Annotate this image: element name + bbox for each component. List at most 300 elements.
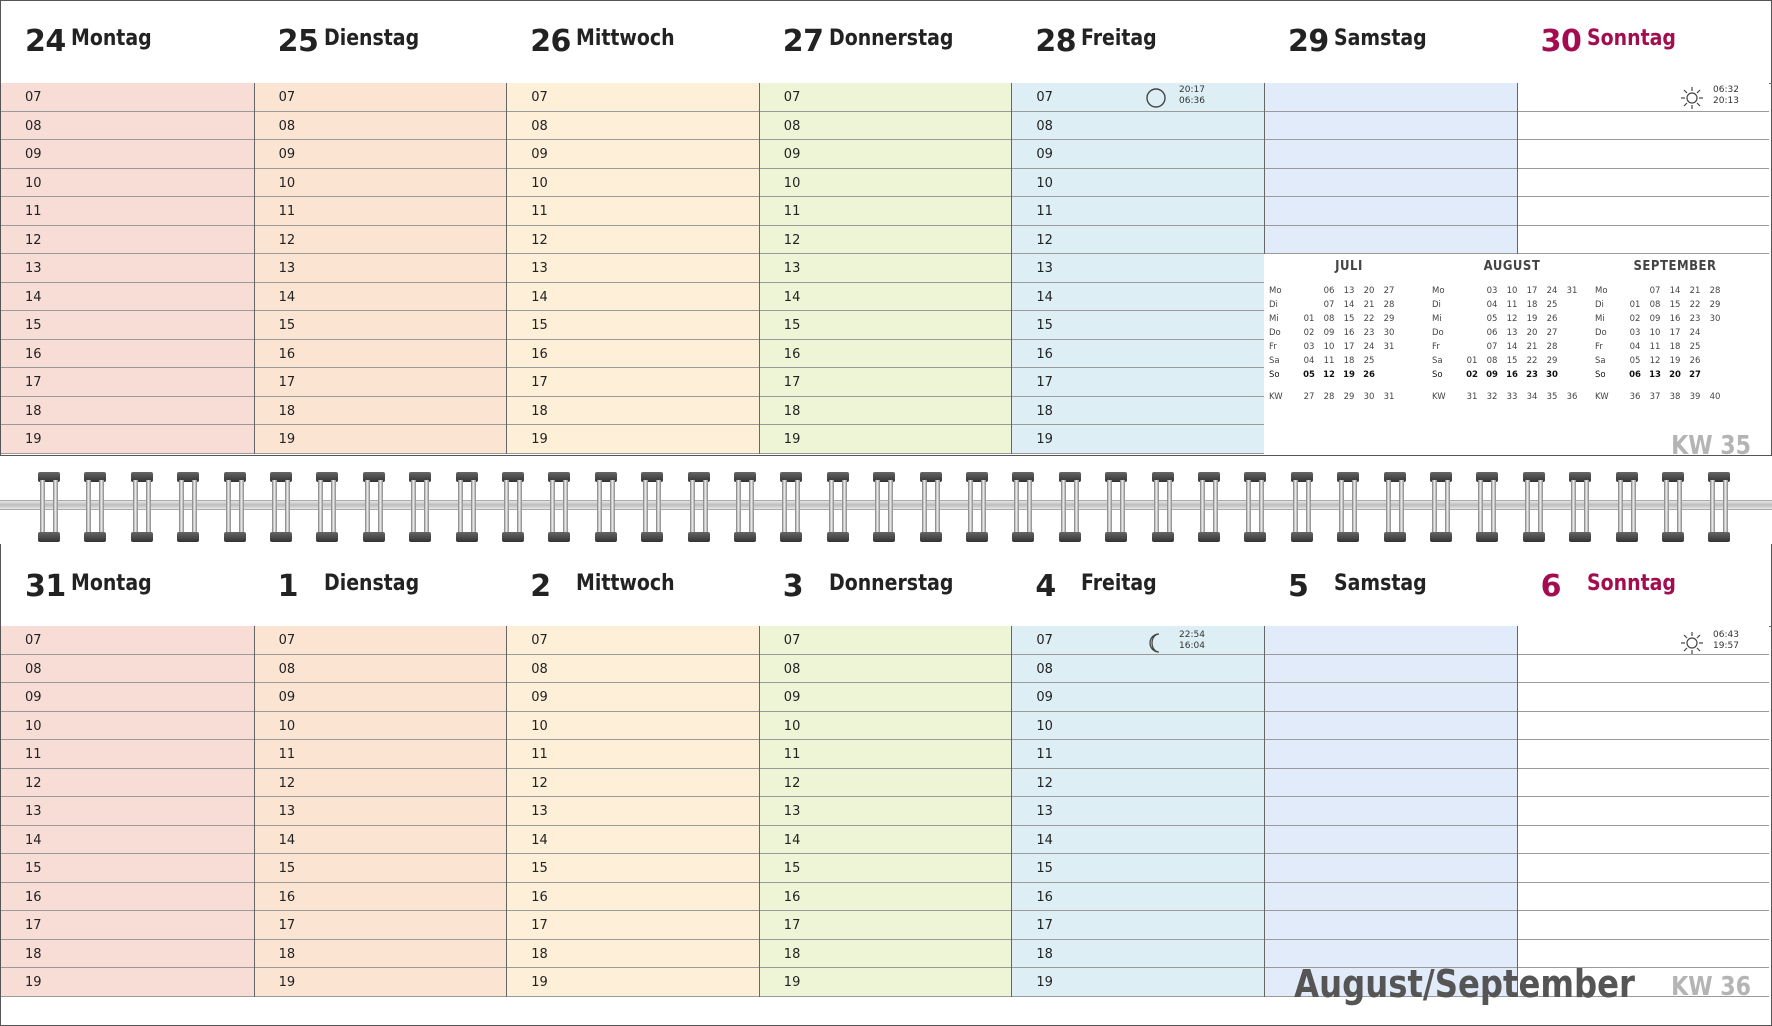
hour-slot[interactable] [1265, 797, 1517, 826]
hour-slot[interactable] [1012, 883, 1264, 912]
hour-slot[interactable] [1265, 197, 1517, 226]
hour-slot[interactable] [1012, 340, 1264, 369]
hour-slot[interactable] [507, 940, 759, 969]
hour-slot[interactable] [1012, 368, 1264, 397]
hour-slot[interactable] [1265, 911, 1517, 940]
hour-slot[interactable] [1, 940, 254, 969]
hour-slot[interactable] [507, 826, 759, 855]
hour-label: 12 [278, 775, 296, 791]
hour-slot[interactable] [507, 283, 759, 312]
hour-slot[interactable] [1012, 226, 1264, 255]
day-name: Freitag [1081, 571, 1158, 596]
day-number: 25 [277, 24, 319, 59]
weekday-abbrev: Mo [1269, 286, 1282, 296]
hour-label: 19 [783, 975, 801, 990]
hour-slot[interactable] [507, 226, 759, 255]
spiral-loop [548, 472, 570, 542]
hour-slot[interactable] [760, 883, 1012, 912]
hour-slot[interactable] [255, 712, 507, 741]
hour-slot[interactable] [1265, 769, 1517, 798]
hour-slot[interactable] [507, 83, 759, 112]
hour-slot[interactable] [1012, 112, 1264, 141]
hour-slot[interactable] [1518, 769, 1770, 798]
week-number: 28 [1323, 392, 1335, 402]
hour-label: 10 [1036, 175, 1053, 191]
hour-label: 14 [278, 832, 296, 848]
hour-slot[interactable] [255, 854, 507, 883]
calendar-date: 07 [1649, 286, 1661, 296]
hour-label: 09 [278, 690, 296, 705]
hour-slot[interactable] [255, 626, 507, 655]
hour-label: 07 [531, 90, 548, 105]
hour-slot[interactable] [255, 940, 507, 969]
hour-slot[interactable] [1, 83, 254, 112]
hour-label: 16 [278, 889, 296, 905]
circle-icon [1145, 87, 1167, 109]
day-column-montag [1, 626, 254, 997]
hour-slot[interactable] [507, 140, 759, 169]
calendar-date: 02 [1466, 370, 1478, 380]
hour-slot[interactable] [1, 425, 254, 454]
hour-slot[interactable] [1012, 197, 1264, 226]
hour-label: 15 [278, 861, 296, 876]
hour-label: 10 [1036, 718, 1053, 734]
hour-label: 17 [25, 375, 42, 390]
calendar-date [1562, 312, 1582, 326]
hour-label: 17 [25, 918, 42, 933]
hour-slot[interactable] [760, 911, 1012, 940]
hour-slot[interactable] [1, 112, 254, 141]
hour-slot[interactable] [507, 254, 759, 283]
hour-slot[interactable] [760, 311, 1012, 340]
weekday-abbrev: Di [1595, 300, 1604, 310]
hour-slot[interactable] [255, 655, 507, 684]
kw-abbrev: KW [1432, 392, 1446, 402]
day-name: Dienstag [323, 571, 419, 596]
hour-slot[interactable] [1012, 712, 1264, 741]
hour-slot[interactable] [1, 883, 254, 912]
hour-slot[interactable] [760, 940, 1012, 969]
hour-slot[interactable] [507, 911, 759, 940]
hour-slot[interactable] [1012, 425, 1264, 454]
calendar-date [1379, 368, 1399, 382]
hour-slot[interactable] [1012, 769, 1264, 798]
hour-label: 08 [25, 661, 42, 677]
hour-label: 15 [531, 861, 548, 876]
hour-slot[interactable] [760, 854, 1012, 883]
spiral-loop [1244, 472, 1266, 542]
calendar-date [1462, 326, 1482, 340]
hour-slot[interactable] [255, 140, 507, 169]
hour-label: 09 [531, 147, 548, 162]
day-header-montag [1, 1, 253, 81]
spiral-loop [363, 472, 385, 542]
hour-slot[interactable] [1265, 655, 1517, 684]
hour-slot[interactable] [1, 311, 254, 340]
hour-slot[interactable] [507, 968, 759, 997]
hour-slot[interactable] [507, 769, 759, 798]
hour-label: 15 [278, 318, 296, 333]
hour-slot[interactable] [255, 769, 507, 798]
hour-slot[interactable] [255, 683, 507, 712]
calendar-date: 09 [1323, 328, 1335, 338]
hour-label: 17 [531, 918, 548, 933]
hour-slot[interactable] [1265, 112, 1517, 141]
hour-slot[interactable] [760, 197, 1012, 226]
hour-label: 09 [531, 690, 548, 705]
hour-slot[interactable] [1, 626, 254, 655]
sun-icon [1681, 632, 1703, 654]
calendar-date: 24 [1546, 286, 1558, 296]
hour-slot[interactable] [507, 425, 759, 454]
calendar-date: 26 [1363, 370, 1375, 380]
hour-slot[interactable] [507, 854, 759, 883]
hour-label: 08 [25, 118, 42, 134]
hour-slot[interactable] [507, 112, 759, 141]
sun-times-top [1713, 85, 1739, 107]
hour-slot[interactable] [1265, 169, 1517, 198]
hour-slot[interactable] [1518, 140, 1770, 169]
calendar-date: 14 [1343, 300, 1355, 310]
hour-label: 07 [1036, 633, 1053, 648]
hour-slot[interactable] [255, 883, 507, 912]
hour-slot[interactable] [1518, 226, 1770, 255]
day-number: 27 [782, 24, 824, 59]
day-header-dienstag [254, 1, 506, 81]
hour-slot[interactable] [255, 169, 507, 198]
calendar-date: 30 [1546, 370, 1558, 380]
hour-slot[interactable] [1, 712, 254, 741]
calendar-date: 21 [1363, 300, 1375, 310]
hour-slot[interactable] [1, 169, 254, 198]
hour-slot[interactable] [255, 968, 507, 997]
calendar-date: 29 [1383, 314, 1395, 324]
hour-slot[interactable] [1, 683, 254, 712]
hour-slot[interactable] [1012, 283, 1264, 312]
calendar-date: 28 [1709, 286, 1721, 296]
hour-slot[interactable] [507, 797, 759, 826]
hour-slot[interactable] [1518, 826, 1770, 855]
hour-label: 11 [278, 747, 296, 762]
hour-slot[interactable] [507, 368, 759, 397]
hour-slot[interactable] [507, 683, 759, 712]
day-name: Donnerstag [828, 571, 954, 596]
hour-slot[interactable] [760, 797, 1012, 826]
hour-slot[interactable] [255, 911, 507, 940]
hour-label: 08 [278, 661, 296, 677]
calendar-date [1462, 312, 1482, 326]
calendar-date: 09 [1486, 370, 1498, 380]
week-number: 29 [1343, 392, 1355, 402]
hour-slot[interactable] [1, 368, 254, 397]
spiral-loop [1616, 472, 1638, 542]
calendar-date: 02 [1629, 314, 1641, 324]
hour-slot[interactable] [1, 854, 254, 883]
hour-slot[interactable] [507, 311, 759, 340]
hour-slot[interactable] [255, 797, 507, 826]
hour-label: 11 [783, 747, 801, 762]
day-column-samstag [1264, 83, 1517, 254]
hour-slot[interactable] [1012, 254, 1264, 283]
spiral-loop [177, 472, 199, 542]
calendar-date: 01 [1629, 300, 1641, 310]
sun-icon [1681, 87, 1703, 109]
hour-slot[interactable] [1518, 911, 1770, 940]
mini-calendar-juli [1269, 259, 1429, 404]
hour-slot[interactable] [760, 826, 1012, 855]
calendar-date: 21 [1689, 286, 1701, 296]
hour-slot[interactable] [255, 340, 507, 369]
calendar-date: 21 [1526, 342, 1538, 352]
hour-slot[interactable] [507, 340, 759, 369]
hour-slot[interactable] [1, 797, 254, 826]
weekday-abbrev: Mi [1432, 314, 1442, 324]
calendar-date: 20 [1669, 370, 1681, 380]
hour-slot[interactable] [1012, 169, 1264, 198]
hour-label: 15 [1036, 318, 1053, 333]
hour-slot[interactable] [255, 740, 507, 769]
hour-label: 17 [278, 375, 296, 390]
spiral-loop [734, 472, 756, 542]
hour-slot[interactable] [507, 397, 759, 426]
hour-slot[interactable] [1265, 140, 1517, 169]
hour-slot[interactable] [507, 740, 759, 769]
hour-slot[interactable] [1012, 854, 1264, 883]
calendar-date: 30 [1709, 314, 1721, 324]
hour-slot[interactable] [1265, 883, 1517, 912]
hour-slot[interactable] [507, 712, 759, 741]
hour-slot[interactable] [255, 226, 507, 255]
spiral-loop [873, 472, 895, 542]
hour-label: 19 [25, 432, 42, 447]
hour-slot[interactable] [1012, 911, 1264, 940]
hour-slot[interactable] [507, 197, 759, 226]
hour-label: 13 [1036, 804, 1053, 819]
hour-label: 09 [278, 147, 296, 162]
hour-slot[interactable] [507, 883, 759, 912]
sunrise-time: 06:43 [1713, 630, 1739, 640]
hour-slot[interactable] [1265, 854, 1517, 883]
hour-slot[interactable] [760, 83, 1012, 112]
hour-slot[interactable] [1518, 854, 1770, 883]
hour-label: 12 [1036, 775, 1053, 791]
hour-slot[interactable] [255, 83, 507, 112]
hour-slot[interactable] [1012, 968, 1264, 997]
hour-slot[interactable] [1265, 226, 1517, 255]
spiral-loop [38, 472, 60, 542]
hour-slot[interactable] [255, 254, 507, 283]
day-column-freitag [1011, 83, 1264, 454]
hour-slot[interactable] [1265, 683, 1517, 712]
spiral-loop [1012, 472, 1034, 542]
calendar-date: 08 [1323, 314, 1335, 324]
hour-slot[interactable] [1012, 311, 1264, 340]
hour-slot[interactable] [1012, 397, 1264, 426]
hour-slot[interactable] [1518, 197, 1770, 226]
hour-label: 07 [25, 90, 42, 105]
hour-slot[interactable] [1518, 169, 1770, 198]
hour-label: 12 [531, 232, 548, 248]
hour-slot[interactable] [1012, 140, 1264, 169]
calendar-date: 11 [1649, 342, 1661, 352]
hour-label: 08 [531, 661, 548, 677]
calendar-date: 19 [1669, 356, 1681, 366]
calendar-date: 16 [1343, 328, 1355, 338]
day-header-sonntag [1517, 1, 1769, 81]
hour-slot[interactable] [1518, 740, 1770, 769]
hour-slot[interactable] [760, 283, 1012, 312]
hour-label: 09 [25, 147, 42, 162]
hour-slot[interactable] [1, 140, 254, 169]
hour-slot[interactable] [1, 397, 254, 426]
hour-slot[interactable] [760, 425, 1012, 454]
calendar-date [1625, 284, 1645, 298]
hour-slot[interactable] [760, 397, 1012, 426]
hour-label: 16 [25, 889, 42, 905]
spiral-loop [1384, 472, 1406, 542]
hour-slot[interactable] [255, 112, 507, 141]
hour-slot[interactable] [760, 626, 1012, 655]
hour-slot[interactable] [1265, 626, 1517, 655]
hour-slot[interactable] [1265, 712, 1517, 741]
hour-slot[interactable] [760, 340, 1012, 369]
hour-slot[interactable] [1012, 655, 1264, 684]
hour-label: 08 [531, 118, 548, 134]
hour-label: 17 [278, 918, 296, 933]
hour-label: 07 [1036, 90, 1053, 105]
hour-slot[interactable] [1, 226, 254, 255]
hour-slot[interactable] [255, 425, 507, 454]
hour-label: 12 [783, 775, 801, 791]
calendar-date: 17 [1669, 328, 1681, 338]
hour-slot[interactable] [1012, 626, 1264, 655]
calendar-date: 07 [1323, 300, 1335, 310]
hour-slot[interactable] [760, 740, 1012, 769]
hour-slot[interactable] [255, 283, 507, 312]
hour-slot[interactable] [1012, 740, 1264, 769]
calendar-date: 07 [1486, 342, 1498, 352]
hour-label: 14 [1036, 289, 1053, 305]
hour-slot[interactable] [760, 254, 1012, 283]
hour-slot[interactable] [1518, 883, 1770, 912]
weekday-abbrev: Mi [1595, 314, 1605, 324]
hour-slot[interactable] [1, 769, 254, 798]
hour-slot[interactable] [507, 655, 759, 684]
hour-label: 16 [25, 346, 42, 362]
hour-slot[interactable] [255, 197, 507, 226]
calendar-date: 29 [1546, 356, 1558, 366]
hour-label: 18 [25, 946, 42, 962]
hour-slot[interactable] [1518, 683, 1770, 712]
spiral-loop [966, 472, 988, 542]
spiral-loop [456, 472, 478, 542]
calendar-date: 15 [1506, 356, 1518, 366]
spiral-loop [688, 472, 710, 542]
moonrise-time: 22:54 [1179, 630, 1205, 640]
hour-slot[interactable] [760, 683, 1012, 712]
hour-slot[interactable] [1, 254, 254, 283]
hour-slot[interactable] [1265, 826, 1517, 855]
hour-slot[interactable] [1265, 740, 1517, 769]
hour-slot[interactable] [1, 197, 254, 226]
moonset-time: 16:04 [1179, 641, 1205, 651]
week-number: 36 [1566, 392, 1578, 402]
hour-slot[interactable] [760, 368, 1012, 397]
day-column-sonntag [1517, 626, 1770, 997]
hour-slot[interactable] [255, 311, 507, 340]
hour-slot[interactable] [1012, 826, 1264, 855]
hour-slot[interactable] [1012, 797, 1264, 826]
hour-slot[interactable] [1265, 83, 1517, 112]
calendar-date [1462, 340, 1482, 354]
hour-slot[interactable] [760, 968, 1012, 997]
calendar-date: 06 [1486, 328, 1498, 338]
calendar-date [1462, 298, 1482, 312]
hour-slot[interactable] [1, 283, 254, 312]
hour-slot[interactable] [1518, 112, 1770, 141]
spiral-loop [224, 472, 246, 542]
hour-slot[interactable] [760, 112, 1012, 141]
hour-slot[interactable] [1518, 712, 1770, 741]
hour-slot[interactable] [760, 169, 1012, 198]
hour-slot[interactable] [760, 712, 1012, 741]
hour-slot[interactable] [255, 368, 507, 397]
hour-slot[interactable] [1, 911, 254, 940]
hour-slot[interactable] [760, 226, 1012, 255]
hour-slot[interactable] [507, 169, 759, 198]
calendar-date: 28 [1383, 300, 1395, 310]
hour-slot[interactable] [760, 140, 1012, 169]
hour-slot[interactable] [1012, 683, 1264, 712]
hour-slot[interactable] [1, 340, 254, 369]
hour-label: 10 [278, 718, 296, 734]
calendar-date: 25 [1689, 342, 1701, 352]
calendar-date: 23 [1363, 328, 1375, 338]
day-number: 2 [530, 569, 551, 604]
hour-slot[interactable] [1012, 83, 1264, 112]
calendar-date: 24 [1689, 328, 1701, 338]
hour-label: 19 [531, 432, 548, 447]
hour-slot[interactable] [1, 740, 254, 769]
hour-slot[interactable] [760, 769, 1012, 798]
hour-label: 11 [1036, 204, 1053, 219]
hour-label: 12 [531, 775, 548, 791]
calendar-date [1299, 284, 1319, 298]
hour-slot[interactable] [1, 826, 254, 855]
calendar-date [1705, 354, 1725, 368]
hour-slot[interactable] [255, 397, 507, 426]
hour-slot[interactable] [1518, 797, 1770, 826]
weekday-abbrev: So [1595, 370, 1606, 380]
hour-slot[interactable] [255, 826, 507, 855]
hour-slot[interactable] [1518, 655, 1770, 684]
calendar-date: 06 [1323, 286, 1335, 296]
hour-slot[interactable] [1012, 940, 1264, 969]
day-number: 31 [25, 569, 66, 604]
hour-label: 07 [783, 633, 801, 648]
hour-label: 19 [25, 975, 42, 990]
day-header-donnerstag [759, 1, 1011, 81]
day-name: Sonntag [1586, 26, 1676, 51]
hour-slot[interactable] [507, 626, 759, 655]
hour-slot[interactable] [760, 655, 1012, 684]
spiral-loop [920, 472, 942, 542]
hour-slot[interactable] [1, 968, 254, 997]
day-header-mittwoch [506, 1, 758, 81]
hour-slot[interactable] [1, 655, 254, 684]
calendar-date: 30 [1383, 328, 1395, 338]
week-number: 31 [1466, 392, 1478, 402]
